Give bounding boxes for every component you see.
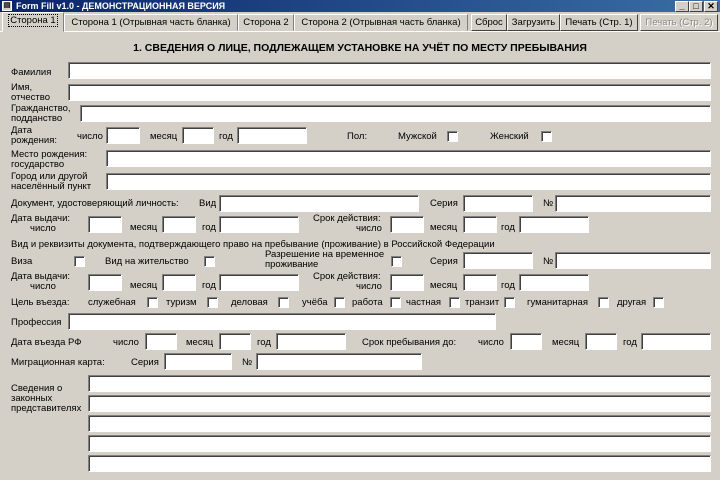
purpose-study-label: учёба bbox=[302, 297, 328, 308]
purpose-humanitarian-label: гуманитарная bbox=[527, 297, 588, 308]
residence-checkbox[interactable] bbox=[204, 256, 215, 267]
purpose-humanitarian-checkbox[interactable] bbox=[598, 297, 609, 308]
legal-reps-line-5[interactable] bbox=[88, 455, 711, 472]
name-label: Имя, отчество bbox=[11, 82, 50, 103]
profession-label: Профессия bbox=[11, 317, 62, 328]
staydoc-issued-day-field[interactable] bbox=[88, 274, 122, 291]
stay-month-label: месяц bbox=[552, 337, 580, 348]
purpose-study-checkbox[interactable] bbox=[334, 297, 345, 308]
validity-year-label: год bbox=[501, 222, 515, 233]
residence-label: Вид на жительство bbox=[105, 256, 189, 267]
citizenship-label: Гражданство, подданство bbox=[11, 103, 71, 124]
dob-day-field[interactable] bbox=[106, 127, 140, 144]
entry-year-field[interactable] bbox=[276, 333, 346, 350]
legal-reps-line-2[interactable] bbox=[88, 395, 711, 412]
male-checkbox[interactable] bbox=[447, 131, 458, 142]
staydoc-number-label: № bbox=[543, 256, 554, 267]
surname-label: Фамилия bbox=[11, 67, 52, 78]
visa-checkbox[interactable] bbox=[74, 256, 85, 267]
city-field[interactable] bbox=[106, 173, 711, 190]
staydoc-issued-month-label: месяц bbox=[130, 280, 158, 291]
tab-label: Сторона 1 bbox=[10, 15, 56, 26]
entry-date-label: Дата въезда РФ bbox=[11, 337, 82, 348]
purpose-transit-label: транзит bbox=[465, 297, 500, 308]
title-bar bbox=[0, 0, 720, 12]
print-page-2-button[interactable]: Печать (Стр. 2) bbox=[640, 14, 718, 31]
birthplace-field[interactable] bbox=[106, 150, 711, 167]
print-page-1-button[interactable]: Печать (Стр. 1) bbox=[560, 14, 638, 31]
validity-day-field[interactable] bbox=[390, 216, 424, 233]
issued-month-field[interactable] bbox=[162, 216, 196, 233]
purpose-private-label: частная bbox=[406, 297, 442, 308]
staydoc-validity-month-field[interactable] bbox=[463, 274, 497, 291]
purpose-work-checkbox[interactable] bbox=[390, 297, 401, 308]
iddoc-label: Документ, удостоверяющий личность: bbox=[11, 198, 179, 209]
app-icon: ▤ bbox=[3, 2, 11, 9]
name-field[interactable] bbox=[68, 84, 711, 101]
dob-month-field[interactable] bbox=[182, 127, 214, 144]
staydoc-validity-label: Срок действия: bbox=[313, 271, 381, 282]
temp-permit-checkbox[interactable] bbox=[391, 256, 402, 267]
stay-year-field[interactable] bbox=[641, 333, 711, 350]
entry-day-field[interactable] bbox=[145, 333, 177, 350]
legal-reps-line-3[interactable] bbox=[88, 415, 711, 432]
dob-month-label: месяц bbox=[150, 131, 178, 142]
reset-button[interactable]: Сброс bbox=[471, 14, 507, 31]
migration-series-field[interactable] bbox=[164, 353, 232, 370]
staydoc-validity-year-label: год bbox=[501, 280, 515, 291]
birthplace-label: Место рождения: государство bbox=[11, 149, 88, 170]
entry-year-label: год bbox=[257, 337, 271, 348]
maximize-button[interactable]: □ bbox=[689, 1, 703, 12]
sex-label: Пол: bbox=[347, 131, 368, 142]
legal-reps-label: Сведения о законных представителях bbox=[11, 383, 82, 414]
dob-label: Дата рождения: bbox=[11, 125, 57, 146]
citizenship-field[interactable] bbox=[80, 105, 711, 122]
staydoc-issued-label: Дата выдачи: bbox=[11, 271, 71, 282]
iddoc-kind-label: Вид bbox=[199, 198, 217, 209]
minimize-button[interactable]: _ bbox=[675, 1, 689, 12]
tab-side-2[interactable]: Сторона 2 bbox=[238, 14, 294, 31]
entry-month-label: месяц bbox=[186, 337, 214, 348]
validity-label: Срок действия: bbox=[313, 213, 381, 224]
issued-label: Дата выдачи: bbox=[11, 213, 71, 224]
purpose-business-checkbox[interactable] bbox=[278, 297, 289, 308]
iddoc-kind-field[interactable] bbox=[219, 195, 419, 212]
tab-side-1-detachable[interactable]: Сторона 1 (Отрывная часть бланка) bbox=[64, 14, 238, 31]
validity-month-field[interactable] bbox=[463, 216, 497, 233]
staydoc-issued-day-label: число bbox=[30, 281, 56, 292]
staydoc-validity-day-field[interactable] bbox=[390, 274, 424, 291]
city-label: Город или другой населённый пункт bbox=[11, 171, 92, 192]
tab-side-1[interactable] bbox=[2, 12, 64, 32]
purpose-tourism-label: туризм bbox=[166, 297, 197, 308]
staydoc-series-label: Серия bbox=[430, 256, 458, 267]
staydoc-series-field[interactable] bbox=[463, 252, 533, 269]
validity-year-field[interactable] bbox=[519, 216, 589, 233]
dob-day-label: число bbox=[77, 131, 103, 142]
iddoc-series-label: Серия bbox=[430, 198, 458, 209]
staydoc-label: Вид и реквизиты документа, подтверждающего право на пребывание (проживание) в Российской Федерации bbox=[11, 239, 495, 250]
stay-day-label: число bbox=[478, 337, 504, 348]
purpose-service-label: служебная bbox=[88, 297, 136, 308]
staydoc-validity-year-field[interactable] bbox=[519, 274, 589, 291]
tab-side-2-detachable[interactable]: Сторона 2 (Отрывная часть бланка) bbox=[294, 14, 468, 31]
tab-bar bbox=[0, 12, 720, 32]
stay-day-field[interactable] bbox=[510, 333, 542, 350]
issued-day-label: число bbox=[30, 223, 56, 234]
purpose-tourism-checkbox[interactable] bbox=[207, 297, 218, 308]
dob-year-label: год bbox=[219, 131, 233, 142]
temp-permit-label: Разрешение на временное проживание bbox=[265, 249, 385, 270]
staydoc-validity-day-label: число bbox=[356, 281, 382, 292]
purpose-work-label: работа bbox=[352, 297, 383, 308]
entry-day-label: число bbox=[113, 337, 139, 348]
stay-until-label: Срок пребывания до: bbox=[362, 337, 457, 348]
stay-month-field[interactable] bbox=[585, 333, 617, 350]
purpose-business-label: деловая bbox=[231, 297, 268, 308]
stay-year-label: год bbox=[623, 337, 637, 348]
purpose-transit-checkbox[interactable] bbox=[504, 297, 515, 308]
staydoc-validity-month-label: месяц bbox=[430, 280, 458, 291]
close-button[interactable]: ✕ bbox=[704, 1, 718, 12]
purpose-private-checkbox[interactable] bbox=[449, 297, 460, 308]
iddoc-number-field[interactable] bbox=[555, 195, 711, 212]
issued-day-field[interactable] bbox=[88, 216, 122, 233]
profession-field[interactable] bbox=[68, 313, 496, 330]
purpose-other-checkbox[interactable] bbox=[653, 297, 664, 308]
window-title: Form Fill v1.0 - ДЕМОНСТРАЦИОННАЯ ВЕРСИЯ bbox=[16, 1, 226, 11]
issued-year-field[interactable] bbox=[219, 216, 299, 233]
legal-reps-line-1[interactable] bbox=[88, 375, 711, 392]
entry-month-field[interactable] bbox=[219, 333, 251, 350]
section-heading: 1. СВЕДЕНИЯ О ЛИЦЕ, ПОДЛЕЖАЩЕМ УСТАНОВКЕ НА УЧЁТ ПО МЕСТУ ПРЕБЫВАНИЯ bbox=[133, 42, 587, 54]
dob-year-field[interactable] bbox=[237, 127, 307, 144]
female-checkbox[interactable] bbox=[541, 131, 552, 142]
surname-field[interactable] bbox=[68, 62, 711, 79]
purpose-other-label: другая bbox=[617, 297, 647, 308]
validity-day-label: число bbox=[356, 223, 382, 234]
validity-month-label: месяц bbox=[430, 222, 458, 233]
migration-label: Миграционная карта: bbox=[11, 357, 105, 368]
migration-number-label: № bbox=[242, 357, 253, 368]
male-label: Мужской bbox=[398, 131, 437, 142]
purpose-label: Цель въезда: bbox=[11, 297, 70, 308]
staydoc-number-field[interactable] bbox=[555, 252, 711, 269]
female-label: Женский bbox=[490, 131, 529, 142]
load-button[interactable]: Загрузить bbox=[507, 14, 560, 31]
staydoc-issued-year-field[interactable] bbox=[219, 274, 299, 291]
migration-series-label: Серия bbox=[131, 357, 159, 368]
legal-reps-line-4[interactable] bbox=[88, 435, 711, 452]
staydoc-issued-month-field[interactable] bbox=[162, 274, 196, 291]
visa-label: Виза bbox=[11, 256, 33, 267]
purpose-service-checkbox[interactable] bbox=[147, 297, 158, 308]
issued-month-label: месяц bbox=[130, 222, 158, 233]
staydoc-issued-year-label: год bbox=[202, 280, 216, 291]
iddoc-series-field[interactable] bbox=[463, 195, 533, 212]
issued-year-label: год bbox=[202, 222, 216, 233]
iddoc-number-label: № bbox=[543, 198, 554, 209]
migration-number-field[interactable] bbox=[256, 353, 422, 370]
